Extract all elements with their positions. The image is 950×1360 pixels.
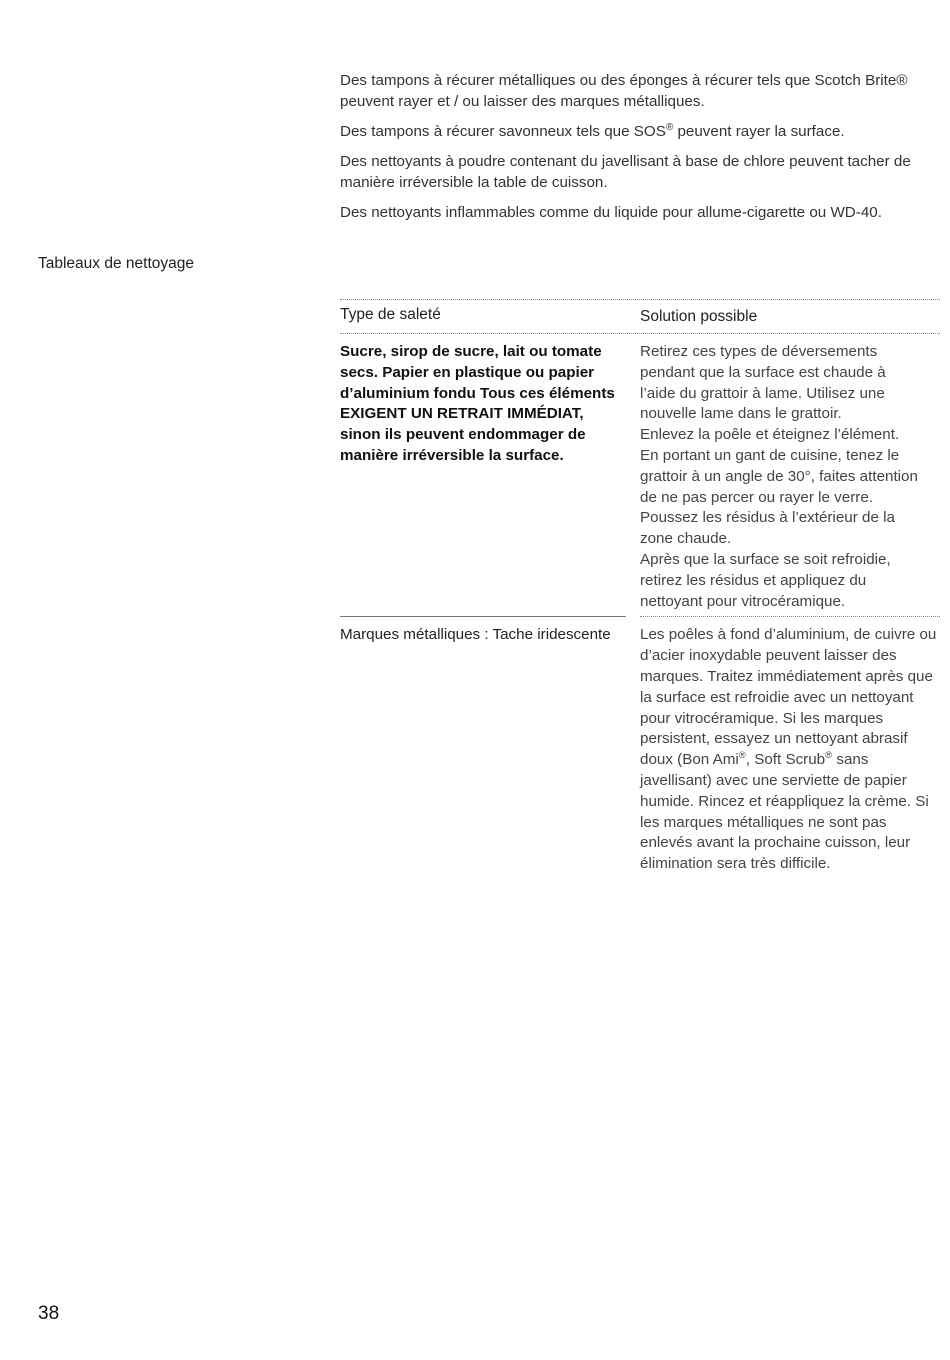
intro-paragraph-chlore: Des nettoyants à poudre contenant du javellisant à base de chlore peuvent tacher de manière irréversible la table de cuisson. (340, 153, 911, 191)
header-type: Type de saleté (340, 306, 441, 323)
intro-sos-text-before: Des tampons à récurer savonneux tels que SOS (340, 123, 666, 140)
table-row (340, 334, 940, 612)
section-heading: Tableaux de nettoyage (38, 255, 194, 272)
intro-paragraph-inflammables: Des nettoyants inflammables comme du liquide pour allume-cigarette ou WD-40. (340, 204, 882, 221)
solution-line: En portant un gant de cuisine, tenez le (640, 446, 900, 464)
solution-line: l’aide du grattoir à lame. Utilisez une (640, 384, 885, 402)
solution-line: pendant que la surface est chaude à (640, 363, 886, 381)
table-header-row (340, 300, 940, 333)
solution-text-b: , Soft Scrub (745, 751, 826, 769)
solution-line: Après que la surface se soit refroidie, (640, 550, 891, 568)
solution-line: zone chaude. (640, 530, 732, 548)
row-divider-right (640, 616, 940, 617)
header-solution: Solution possible (640, 308, 758, 325)
page-number: 38 (38, 1303, 60, 1324)
row-divider-left (340, 616, 626, 617)
row-type-sucre: Sucre, sirop de sucre, lait ou tomate secs. Papier en plastique ou papier d’aluminium fondu Tous ces éléments EXIGENT UN RETRAIT IMMÉDIAT, sinon ils peuvent endommager de manière irréversible la surface. (340, 343, 615, 464)
row-type-marques: Marques métalliques : Tache iridescente (340, 626, 611, 644)
registered-mark: ® (738, 750, 746, 762)
solution-line: Enlevez la poêle et éteignez l’élément. (640, 426, 900, 444)
intro-paragraph-scotch-brite: Des tampons à récurer métalliques ou des éponges à récurer tels que Scotch Brite® peuvent rayer et / ou laisser des marques métalliques. (340, 72, 908, 110)
table-row (340, 617, 940, 875)
solution-line: de ne pas percer ou rayer le verre. (640, 488, 873, 506)
intro-sos-text-after: peuvent rayer la surface. (673, 123, 845, 140)
row-divider (340, 616, 940, 617)
solution-line: Retirez ces types de déversements (640, 343, 878, 360)
registered-mark: ® (665, 122, 674, 133)
solution-text-a: Les poêles à fond d’aluminium, de cuivre ou d’acier inoxydable peuvent laisser des marques. Traitez immédiatement après que la surface est refroidie avec un nettoyant pour vitrocéramique. Si les marques persistent, essayez un nettoyant abrasif doux (Bon Ami (640, 626, 937, 769)
solution-line: nouvelle lame dans le grattoir. (640, 405, 842, 423)
row-solution-marques (640, 625, 940, 875)
row-solution-sucre (640, 342, 940, 612)
solution-line: Poussez les résidus à l’extérieur de la (640, 509, 895, 527)
intro-text-block (340, 70, 940, 232)
solution-line: retirez les résidus et appliquez du (640, 571, 867, 589)
solution-line: nettoyant pour vitrocéramique. (640, 592, 846, 610)
solution-text-c: sans javellisant) avec une serviette de papier humide. Rincez et réappliquez la crème. Si les marques métalliques ne sont pas enlevés avant la prochaine cuisson, leur élimination sera très difficile. (640, 751, 929, 873)
solution-line: grattoir à un angle de 30°, faites attention (640, 467, 918, 485)
intro-paragraph-sos (340, 121, 940, 142)
registered-mark: ® (825, 750, 833, 762)
cleaning-table (340, 299, 940, 875)
